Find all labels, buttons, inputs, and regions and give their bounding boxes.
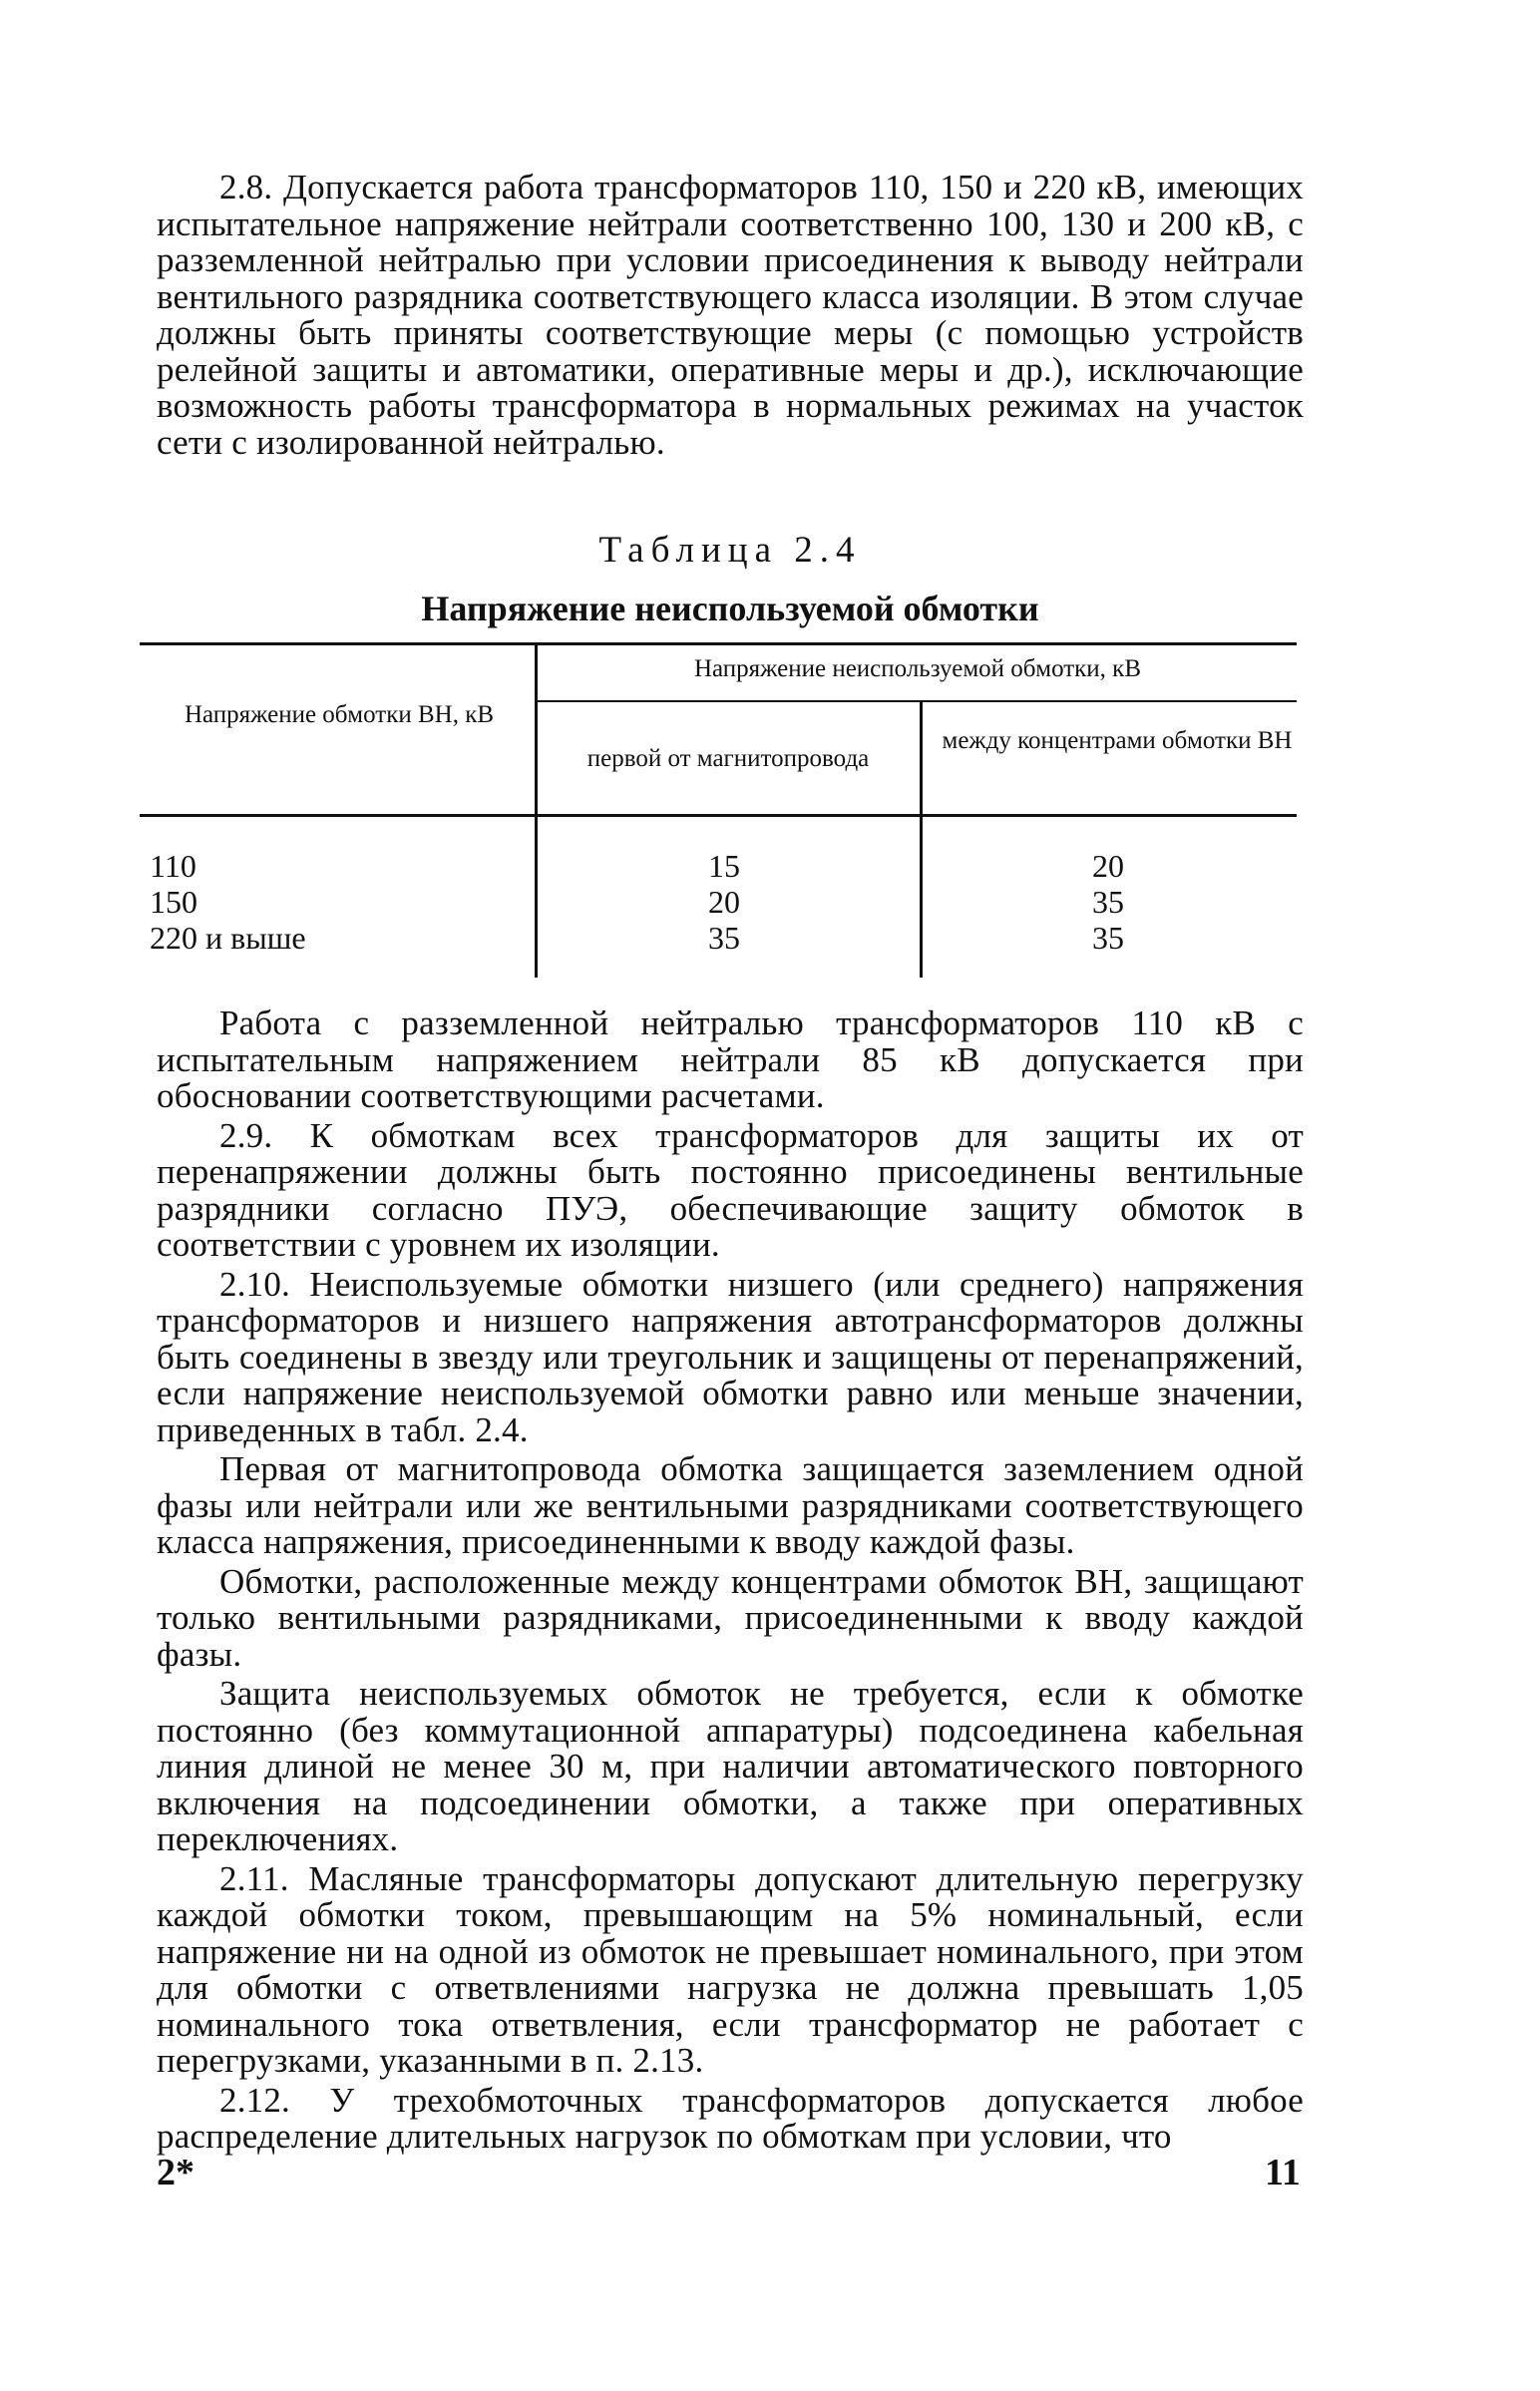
paragraph-2-10: 2.10. Неиспользуемые обмотки низшего (или среднего) напряжения трансформаторов и низшего напряжения автотрансформаторов должны быть соединены в звезду или треугольник и защищены от перенапряжений, если напряжение неиспользуемой обмотки равно или меньше значении, приведенных в табл. 2.4. bbox=[157, 1264, 1304, 1449]
cell-first-row-3: 35 bbox=[708, 920, 740, 956]
header-between-concentres: между концентрами обмотки ВН bbox=[942, 727, 1293, 754]
header-unused-winding-voltage: Напряжение неиспользуемой обмотки, кВ bbox=[693, 655, 1142, 682]
paragraph-2-9: 2.9. К обмоткам всех трансформаторов для защиты их от перенапряжении должны быть постоянно присоединены вентильные разрядники согласно ПУЭ, обеспечивающие защиту обмоток в соответствии с уровнем их изоляции. bbox=[157, 1115, 1304, 1264]
table-col-divider-1 bbox=[535, 642, 538, 978]
paragraph-2-11: 2.11. Масляные трансформаторы допускают длительную перегрузку каждой обмотки током, превышающим на 5% номинальный, если напряжение ни на одной из обмоток не превышает номинального, при этом для обмотки с ответвлениями нагрузка не должна превышать 1,05 номинального тока ответвления, если трансформатор не работает с перегрузками, указанными в п. 2.13. bbox=[157, 1858, 1304, 2080]
cell-vn-row-2: 150 bbox=[150, 884, 197, 920]
table-top-rule bbox=[140, 642, 1297, 645]
cell-vn-row-1: 110 bbox=[150, 848, 196, 884]
paragraph-continuation: Работа с разземленной нейтралью трансформаторов 110 кВ с испытательным напряжением нейтрали 85 кВ допускается при обосновании соответствующими расчетами. bbox=[157, 1003, 1304, 1115]
cell-between-row-2: 35 bbox=[1092, 884, 1124, 920]
paragraph-windings-between: Обмотки, расположенные между концентрами обмоток ВН, защищают только вентильными разрядниками, присоединенными к вводу каждой фазы. bbox=[157, 1561, 1304, 1674]
header-first-from-core: первой от магнитопровода bbox=[586, 745, 870, 772]
table-caption bbox=[157, 529, 1304, 630]
paragraph-2-12: 2.12. У трехобмоточных трансформаторов допускается любое распределение длительных нагрузок по обмоткам при условии, что bbox=[157, 2080, 1304, 2156]
text-block-top bbox=[157, 170, 1304, 464]
header-vn-voltage: Напряжение обмотки ВН, кВ bbox=[184, 701, 495, 728]
table-header-rule bbox=[140, 814, 1297, 817]
paragraph-first-winding: Первая от магнитопровода обмотка защищается заземлением одной фазы или нейтрали или же вентильными разрядниками соответствующего класса напряжения, присоединенными к вводу каждой фазы. bbox=[157, 1449, 1304, 1561]
text-block-bottom bbox=[157, 1005, 1304, 2159]
cell-vn-row-3: 220 и выше bbox=[150, 920, 306, 956]
table-number: Таблица 2.4 bbox=[598, 530, 862, 571]
cell-first-row-1: 15 bbox=[708, 848, 740, 884]
cell-between-row-3: 35 bbox=[1092, 920, 1124, 956]
table-group-rule bbox=[535, 700, 1297, 702]
table-col-divider-2 bbox=[920, 700, 923, 978]
paragraph-2-8: 2.8. Допускается работа трансформаторов 110, 150 и 220 кВ, имеющих испытательное напряжение нейтрали соответственно 100, 130 и 200 кВ, с разземленной нейтралью при условии присоединения к выводу нейтрали вентильного разрядника соответствующего класса изоляции. В этом случае должны быть приняты соответствующие меры (с помощью устройств релейной защиты и автоматики, оперативные меры и др.), исключающие возможность работы трансформатора в нормальных режимах на участок сети с изолированной нейтралью. bbox=[157, 168, 1304, 462]
page-number: 11 bbox=[1265, 2152, 1301, 2193]
cell-first-row-2: 20 bbox=[708, 884, 740, 920]
voltage-table bbox=[140, 642, 1297, 978]
paragraph-protection-not-required: Защита неиспользуемых обмоток не требуется, если к обмотке постоянно (без коммутационной аппаратуры) подсоединена кабельная линия длиной не менее 30 м, при наличии автоматического повторного включения на подсоединении обмотки, а также при оперативных переключениях. bbox=[157, 1674, 1304, 1858]
signature-mark: 2* bbox=[157, 2152, 194, 2193]
cell-between-row-1: 20 bbox=[1092, 848, 1124, 884]
table-title: Напряжение неиспользуемой обмотки bbox=[421, 589, 1039, 628]
